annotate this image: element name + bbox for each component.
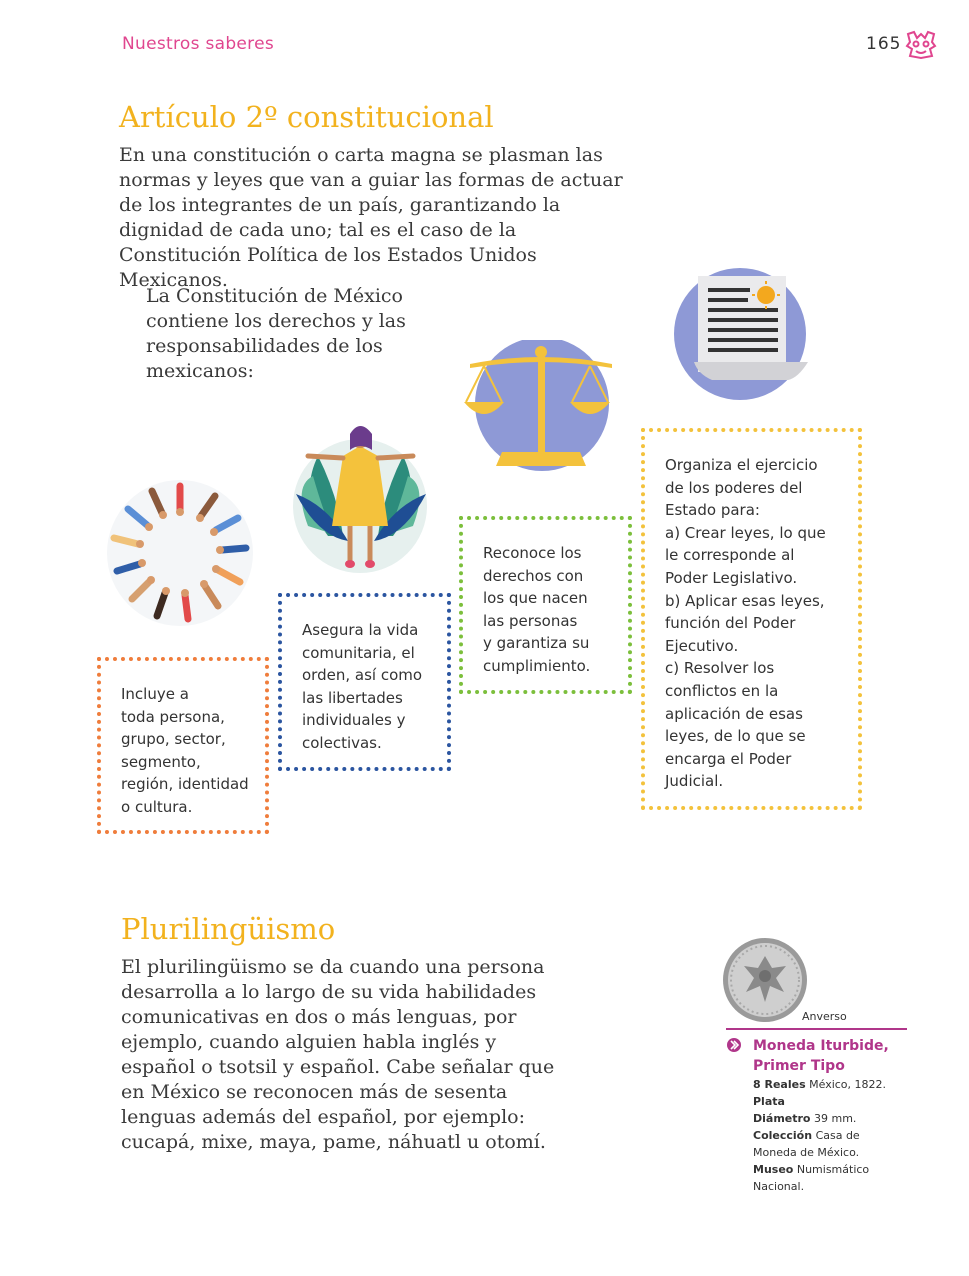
article-title: Artículo 2º constitucional <box>119 100 494 134</box>
page-number: 165 <box>866 34 902 54</box>
coin-denomination-value: México, 1822. <box>809 1078 887 1091</box>
woman-freedom-illustration <box>288 416 433 576</box>
box-rights <box>459 516 632 694</box>
coin-museum-label: Museo <box>753 1163 794 1176</box>
plurilinguismo-title: Plurilingüismo <box>121 912 336 946</box>
coin-divider <box>726 1028 907 1030</box>
coin-name: Moneda Iturbide, Primer Tipo <box>753 1038 889 1074</box>
coin-museum-value: Numismático Nacional. <box>753 1163 870 1193</box>
coin-details <box>753 1076 903 1195</box>
plurilinguismo-paragraph: El plurilingüismo se da cuando una persona desarrolla a lo largo de su vida habilidades comunicativas en dos o más lenguas, por ejemplo, cuando alguien habla inglés y español o tsotsil y español. Cabe señalar que en México se reconocen más de sesenta lenguas además del español, por ejemplo: cucapá, mixe, maya, pame, náhuatl u otomí. <box>121 956 555 1153</box>
section-label: Nuestros saberes <box>122 34 275 54</box>
constitution-document-icon <box>668 268 813 408</box>
box-powers-text: Organiza el ejercicio de los poderes del Estado para: a) Crear leyes, lo que le corresponde al Poder Legislativo. b) Aplicar esas leyes, función del Poder Ejecutivo. c) Resolver los conflictos en la aplicación de esas leyes, de lo que se encarga el Poder Judicial. <box>665 456 826 791</box>
coin-side-label: Anverso <box>802 1010 847 1023</box>
box-powers <box>641 428 862 810</box>
coin-denomination-label: 8 Reales <box>753 1078 806 1091</box>
coin-diameter-label: Diámetro <box>753 1112 811 1125</box>
box-inclusion <box>97 657 269 834</box>
box-inclusion-text: Incluye a toda persona, grupo, sector, segmento, región, identidad o cultura. <box>121 685 249 816</box>
hands-circle-illustration <box>105 478 255 628</box>
coin-image <box>722 936 808 1024</box>
box-community-text: Asegura la vida comunitaria, el orden, así como las libertades individuales y colectivas. <box>302 621 423 752</box>
emblem-icon <box>905 30 937 60</box>
coin-material: Plata <box>753 1095 785 1108</box>
scales-of-justice-icon <box>462 340 617 475</box>
box-community <box>278 593 451 771</box>
coin-collection-label: Colección <box>753 1129 813 1142</box>
coin-diameter-value: 39 mm. <box>814 1112 857 1125</box>
article-intro: La Constitución de México contiene los derechos y las responsabilidades de los mexicanos: <box>146 285 406 382</box>
article-paragraph: En una constitución o carta magna se plasman las normas y leyes que van a guiar las formas de actuar de los integrantes de un país, garantizando la dignidad de cada uno; tal es el caso de la Constitución Política de los Estados Unidos Mexicanos. <box>119 144 623 291</box>
chevron-right-icon <box>727 1038 741 1052</box>
coin-collection-value: Casa de Moneda de México. <box>753 1129 860 1159</box>
box-rights-text: Reconoce los derechos con los que nacen las personas y garantiza su cumplimiento. <box>483 544 591 675</box>
